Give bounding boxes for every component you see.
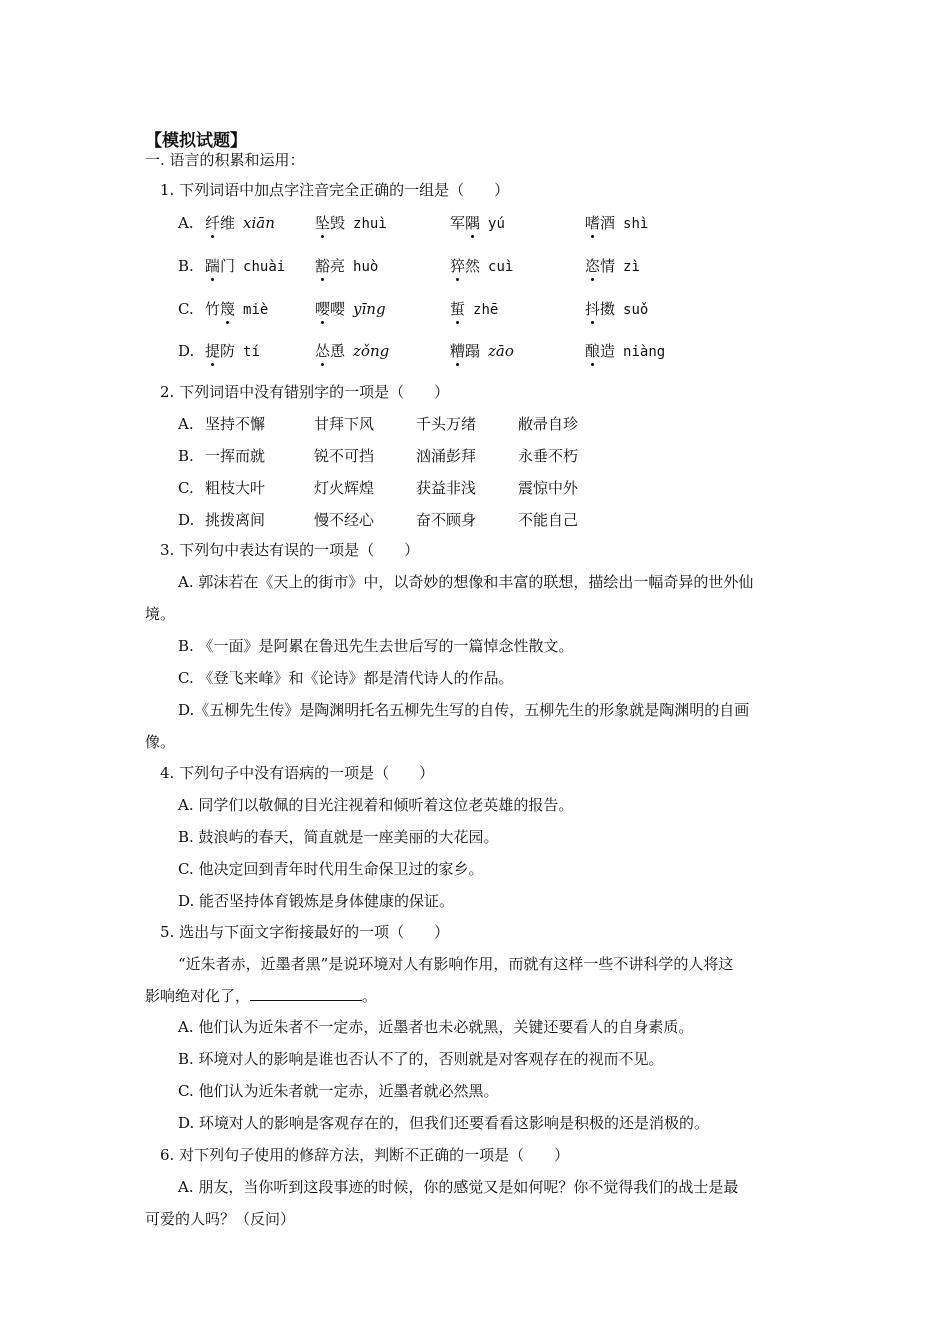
option-label: D. — [178, 511, 195, 529]
word-suffix: 造 — [600, 342, 616, 360]
word-with-pinyin — [205, 341, 260, 362]
word-suffix: 情 — [600, 257, 616, 275]
passage-end: 。 — [362, 987, 378, 1005]
question-5-passage: “近朱者赤，近墨者黑”是说环境对人有影响作用，而就有这样一些不讲科学的人将这 — [178, 955, 734, 973]
question-3-option-a: A. 郭沫若在《天上的街市》中，以奇妙的想像和丰富的联想，描绘出一幅奇异的世外仙 — [178, 573, 754, 591]
pinyin: suǒ — [623, 302, 649, 318]
question-3-option-d-cont: 像。 — [145, 733, 176, 751]
question-3-option-b: B. 《一面》是阿累在鲁迅先生去世后写的一篇悼念性散文。 — [178, 637, 574, 655]
question-5-option-c: C. 他们认为近朱者就一定赤，近墨者就必然黑。 — [178, 1082, 499, 1100]
word-suffix: 亮 — [330, 257, 346, 275]
question-5-option-d: D. 环境对人的影响是客观存在的，但我们还要看看这影响是积极的还是消极的。 — [178, 1114, 710, 1132]
question-3-option-a-cont: 境。 — [145, 605, 176, 623]
pinyin: zì — [623, 259, 640, 275]
word-suffix: 维 — [220, 214, 236, 232]
question-3-option-d: D.《五柳先生传》是陶渊明托名五柳先生写的自传，五柳先生的形象就是陶渊明的自画 — [178, 701, 750, 719]
pinyin: yú — [488, 216, 505, 232]
word-suffix: 毁 — [330, 214, 346, 232]
dotted-char: 蜇 — [450, 300, 466, 318]
section-heading: 一. 语言的积累和运用： — [145, 151, 305, 169]
pinyin: xiān — [243, 214, 275, 232]
idiom-word: 粗枝大叶 — [205, 479, 266, 497]
word-with-pinyin — [585, 299, 648, 320]
option-label: D. — [178, 342, 195, 360]
question-4-option-c: C. 他决定回到青年时代用生命保卫过的家乡。 — [178, 860, 484, 878]
pinyin: zhuì — [353, 216, 387, 232]
pinyin: tí — [243, 344, 260, 360]
dotted-char: 酿 — [585, 342, 601, 360]
word-suffix: 嘤 — [330, 300, 346, 318]
word-suffix: 擞 — [600, 300, 616, 318]
question-5-option-b: B. 环境对人的影响是谁也否认不了的，否则就是对客观存在的视而不见。 — [178, 1050, 664, 1068]
dotted-char: 篾 — [220, 300, 236, 318]
word-suffix: 酒 — [600, 214, 616, 232]
question-6-option-a: A. 朋友，当你听到这段事迹的时候，你的感觉又是如何呢？你不觉得我们的战士是最 — [178, 1178, 739, 1196]
word-suffix: 然 — [465, 257, 481, 275]
question-4-option-a: A. 同学们以敬佩的目光注视着和倾听着这位老英雄的报告。 — [178, 796, 574, 814]
word-with-pinyin — [585, 341, 665, 362]
idiom-word: 获益非浅 — [416, 479, 477, 497]
question-6-option-a-cont: 可爱的人吗？（反问） — [145, 1210, 296, 1228]
question-5-option-a: A. 他们认为近朱者不一定赤，近墨者也未必就黑，关键还要看人的自身素质。 — [178, 1018, 694, 1036]
idiom-word: 甘拜下风 — [314, 415, 375, 433]
dotted-char: 踹 — [205, 257, 221, 275]
word-with-pinyin — [450, 299, 498, 320]
pinyin: shì — [623, 216, 649, 232]
idiom-word: 千头万绪 — [416, 415, 477, 433]
question-3-stem: 3. 下列句中表达有误的一项是（ ） — [160, 541, 420, 559]
word-prefix: 竹 — [205, 300, 221, 318]
idiom-word: 灯火辉煌 — [314, 479, 375, 497]
dotted-char: 嘤 — [315, 300, 331, 318]
word-suffix: 防 — [220, 342, 236, 360]
word-with-pinyin — [315, 256, 378, 277]
word-with-pinyin — [315, 213, 387, 234]
dotted-char: 纤 — [205, 214, 221, 232]
question-5-stem: 5. 选出与下面文字衔接最好的一项（ ） — [160, 923, 450, 941]
dotted-char: 糟 — [450, 342, 466, 360]
dotted-char: 抖 — [585, 300, 601, 318]
idiom-word: 汹涌彭拜 — [416, 447, 477, 465]
question-6-stem: 6. 对下列句子使用的修辞方法，判断不正确的一项是（ ） — [160, 1146, 570, 1164]
dotted-char: 坠 — [315, 214, 331, 232]
word-suffix: 蹋 — [465, 342, 481, 360]
word-with-pinyin — [450, 256, 513, 277]
pinyin: huò — [353, 259, 379, 275]
idiom-word: 挑拨离间 — [205, 511, 266, 529]
option-label: B. — [178, 257, 194, 275]
word-with-pinyin — [585, 256, 640, 277]
word-with-pinyin — [205, 213, 275, 233]
question-4-option-b: B. 鼓浪屿的春天，简直就是一座美丽的大花园。 — [178, 828, 499, 846]
dotted-char: 嗜 — [585, 214, 601, 232]
dotted-char: 怂 — [315, 342, 331, 360]
fill-blank — [250, 986, 362, 1001]
idiom-word: 不能自己 — [518, 511, 579, 529]
question-2-stem: 2. 下列词语中没有错别字的一项是（ ） — [160, 383, 450, 401]
word-with-pinyin — [315, 341, 389, 361]
idiom-word: 震惊中外 — [518, 479, 579, 497]
question-5-passage-cont — [145, 986, 377, 1006]
pinyin: chuài — [243, 259, 286, 275]
pinyin: zhē — [473, 302, 499, 318]
idiom-word: 一挥而就 — [205, 447, 266, 465]
word-with-pinyin — [205, 256, 285, 277]
word-with-pinyin — [450, 213, 505, 234]
page-title: 【模拟试题】 — [145, 131, 247, 151]
dotted-char: 隅 — [465, 214, 481, 232]
word-with-pinyin — [315, 299, 386, 319]
dotted-char: 猝 — [450, 257, 466, 275]
pinyin: zǒng — [353, 342, 390, 360]
dotted-char: 豁 — [315, 257, 331, 275]
pinyin: miè — [243, 302, 269, 318]
word-with-pinyin — [585, 213, 648, 234]
idiom-word: 慢不经心 — [314, 511, 375, 529]
idiom-word: 敝帚自珍 — [518, 415, 579, 433]
word-suffix: 恿 — [330, 342, 346, 360]
pinyin: zāo — [488, 342, 514, 360]
word-suffix: 门 — [220, 257, 236, 275]
pinyin: cuì — [488, 259, 514, 275]
word-with-pinyin — [450, 341, 514, 361]
pinyin: niàng — [623, 344, 666, 360]
idiom-word: 永垂不朽 — [518, 447, 579, 465]
option-label: C. — [178, 479, 194, 497]
word-prefix: 军 — [450, 214, 466, 232]
option-label: C. — [178, 300, 194, 318]
option-label: B. — [178, 447, 194, 465]
option-label: A. — [178, 415, 194, 433]
question-4-stem: 4. 下列句子中没有语病的一项是（ ） — [160, 764, 435, 782]
question-1-stem: 1. 下列词语中加点字注音完全正确的一组是（ ） — [160, 181, 510, 199]
question-3-option-c: C. 《登飞来峰》和《论诗》都是清代诗人的作品。 — [178, 669, 514, 687]
idiom-word: 奋不顾身 — [416, 511, 477, 529]
option-label: A. — [178, 214, 194, 232]
question-4-option-d: D. 能否坚持体育锻炼是身体健康的保证。 — [178, 892, 455, 910]
idiom-word: 坚持不懈 — [205, 415, 266, 433]
idiom-word: 锐不可挡 — [314, 447, 375, 465]
dotted-char: 提 — [205, 342, 221, 360]
dotted-char: 恣 — [585, 257, 601, 275]
word-with-pinyin — [205, 299, 268, 320]
passage-text: 影响绝对化了， — [145, 987, 251, 1005]
pinyin: yīng — [353, 300, 386, 318]
